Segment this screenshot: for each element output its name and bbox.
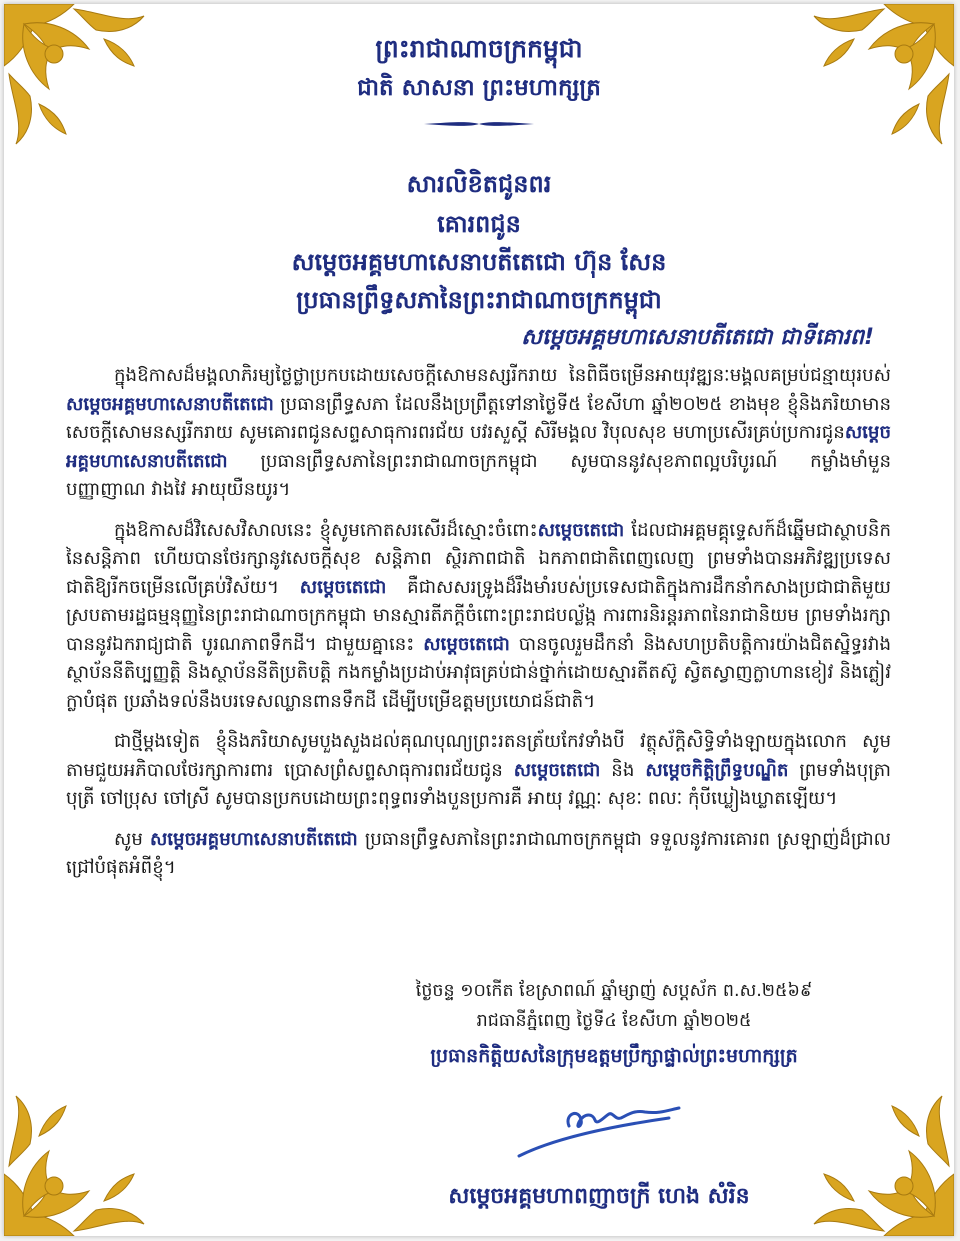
text-run: ប្រធានព្រឹទ្ធសភា ដែលនឹងប្រព្រឹត្តទៅនាថ្ងៃទី៥ ខែសីហា ឆ្នាំ២០២៥ ខាងមុខ ខ្ញុំនិងភរិយាមានសេចក្តីសោមនស្សរីករាយ សូមគោរពជូនសព្ទសាធុការពរជ័យ បវរសួស្តី សិរីមង្គល វិបុលសុខ មហាប្រសើរគ្រប់ប្រការជូន — [66, 393, 891, 443]
text-run: ប្រធានព្រឹទ្ធសភានៃព្រះរាជាណាចក្រកម្ពុជា ទទួលនូវការគោរព ស្រឡាញ់ដ៏ជ្រាលជ្រៅបំផុតអំពីខ្ញុំ។ — [66, 828, 891, 878]
highlighted-name: សម្តេចតេជោ — [537, 519, 625, 541]
text-run: ប្រធានព្រឹទ្ធសភានៃព្រះរាជាណាចក្រកម្ពុជា សូមបាននូវសុខភាពល្អបរិបូរណ៍ កម្លាំងមាំមួន បញ្ញាញាណ វាងវៃ អាយុយឺនយូរ។ — [66, 450, 891, 500]
letter-body — [66, 362, 891, 895]
text-run: ដែលជាអគ្គមគ្គុទ្ទេសក៍ដ៏ឆ្នើមជាស្ថាបនិកនៃសន្តិភាព ហើយបានថែរក្សានូវសេចក្តីសុខ សន្តិភាព ស្ថិរភាពជាតិ ឯកភាពជាតិពេញលេញ ព្រមទាំងបានអភិវឌ្ឍប្រទេសជាតិឱ្យរីកចម្រើនលើគ្រប់វិស័យ។ — [66, 519, 891, 598]
gold-corner-ornament-bottom-left — [4, 1066, 174, 1236]
text-run: និង — [600, 759, 646, 781]
highlighted-name: សម្តេចតេជោ — [423, 633, 510, 655]
recipient-name: សម្តេចអគ្គមហាសេនាបតីតេជោ ហ៊ុន សែន — [291, 248, 667, 276]
salutation-respect: គោរពជូន — [437, 210, 521, 238]
solar-date: រាជធានីភ្នំពេញ ថ្ងៃទី៤ ខែសីហា ឆ្នាំ២០២៥ — [476, 1011, 752, 1031]
paragraph-4 — [66, 826, 891, 883]
kingdom-heading: ព្រះរាជាណាចក្រកម្ពុជា — [375, 34, 583, 63]
document-page — [4, 4, 954, 1236]
text-run: ព្រមទាំងបុត្រា បុត្រី ចៅប្រុស ចៅស្រី សូមបានប្រកបដោយព្រះពុទ្ធពរទាំងបួនប្រការគឺ អាយុ វណ្ណៈ សុខៈ ពលៈ កុំបីឃ្លៀងឃ្លាតឡើយ។ — [66, 759, 892, 809]
highlighted-name: សម្តេចអគ្គមហាសេនាបតីតេជោ — [66, 393, 274, 415]
text-run: ជាថ្មីម្តងទៀត ខ្ញុំនិងភរិយាសូមបួងសួងដល់គុណបុណ្យព្រះរតនត្រ័យកែវទាំងបី វត្ថុស័ក្តិសិទ្ធិទាំងឡាយក្នុងលោក សូមតាមជួយអភិបាលថែរក្សាការពារ ប្រោសព្រំសព្ទសាធុការពរជ័យជូន — [66, 731, 891, 781]
date-block — [354, 976, 874, 1036]
text-run: ក្នុងឱកាសដ៏មង្គលាភិរម្យថ្លៃថ្លាប្រកបដោយសេចក្តីសោមនស្សរីករាយ នៃពិធីចម្រើនអាយុវឌ្ឍនៈមង្គលគម្រប់ជន្មាយុរបស់ — [114, 365, 891, 386]
recipient-position: ប្រធានព្រឹទ្ធសភានៃព្រះរាជាណាចក្រកម្ពុជា — [296, 286, 662, 314]
national-motto: ជាតិ សាសនា ព្រះមហាក្សត្រ — [357, 75, 601, 101]
highlighted-name: សម្តេចកិត្តិព្រឹទ្ធបណ្ឌិត — [645, 759, 789, 781]
text-run: គឺជាសសរទ្រូងដ៏រឹងមាំរបស់ប្រទេសជាតិក្នុងការដឹកនាំកសាងប្រជាជាតិមួយ ស្របតាមរដ្ឋធម្មនុញ្ញនៃព្រះរាជាណាចក្រកម្ពុជា មានស្មារតីភក្តីចំពោះព្រះរាជបល្ល័ង្ក ការពារនិរន្តរភាពនៃរាជានិយម ព្រមទាំងរក្សាបាននូវឯករាជ្យជាតិ បូរណភាពទឹកដី។ ជាមួយគ្នានេះ — [66, 576, 891, 655]
greeting-line: សម្តេចអគ្គមហាសេនាបតីតេជោ ជាទីគោរព! — [521, 325, 874, 350]
handwritten-signature — [509, 1096, 709, 1164]
highlighted-name: សម្តេចតេជោ — [513, 759, 601, 781]
text-run: បានចូលរួមដឹកនាំ និងសហប្រតិបត្តិការយ៉ាងជិតស្និទ្ធរវាងស្ថាប័ននីតិប្បញ្ញត្តិ និងស្ថាប័ននីតិប្រតិបត្តិ កងកម្លាំងប្រដាប់អាវុធគ្រប់ជាន់ថ្នាក់ដោយស្មារតីតស៊ូ ស្វិតស្វាញក្លាហានខៀវ និងភ្លៀវក្លាបំផុត ប្រឆាំងទល់នឹងបរទេសឈ្លានពានទឹកដី ដើម្បីបម្រើឧត្តមប្រយោជន៍ជាតិ។ — [66, 633, 891, 712]
highlighted-name: សម្តេចអគ្គមហាសេនាបតីតេជោ — [149, 828, 358, 850]
ornamental-divider — [424, 119, 534, 129]
paragraph-2 — [66, 517, 891, 717]
highlighted-name: សម្តេចតេជោ — [299, 576, 387, 598]
text-run: សូម — [114, 828, 150, 850]
signer-name: សម្តេចអគ្គមហាពញាចក្រី ហេង សំរិន — [448, 1184, 750, 1209]
paragraph-3 — [66, 728, 891, 814]
signer-title: ប្រធានកិត្តិយសនៃក្រុមឧត្តមប្រឹក្សាផ្ទាល់ព្រះមហាក្សត្រ — [430, 1045, 798, 1067]
paragraph-1 — [66, 362, 891, 505]
lunar-date: ថ្ងៃចន្ទ ១០កើត ខែស្រាពណ៍ ឆ្នាំម្សាញ់ សប្តស័ក ព.ស.២៥៦៩ — [415, 981, 813, 1001]
text-run: ក្នុងឱកាសដ៏វិសេសវិសាលនេះ ខ្ញុំសូមកោតសរសើរដ៏ស្មោះចំពោះ — [114, 519, 538, 541]
letter-title: សារលិខិតជូនពរ — [406, 170, 552, 198]
highlighted-name: សម្តេចអគ្គមហាសេនាបតីតេជោ — [66, 422, 891, 472]
